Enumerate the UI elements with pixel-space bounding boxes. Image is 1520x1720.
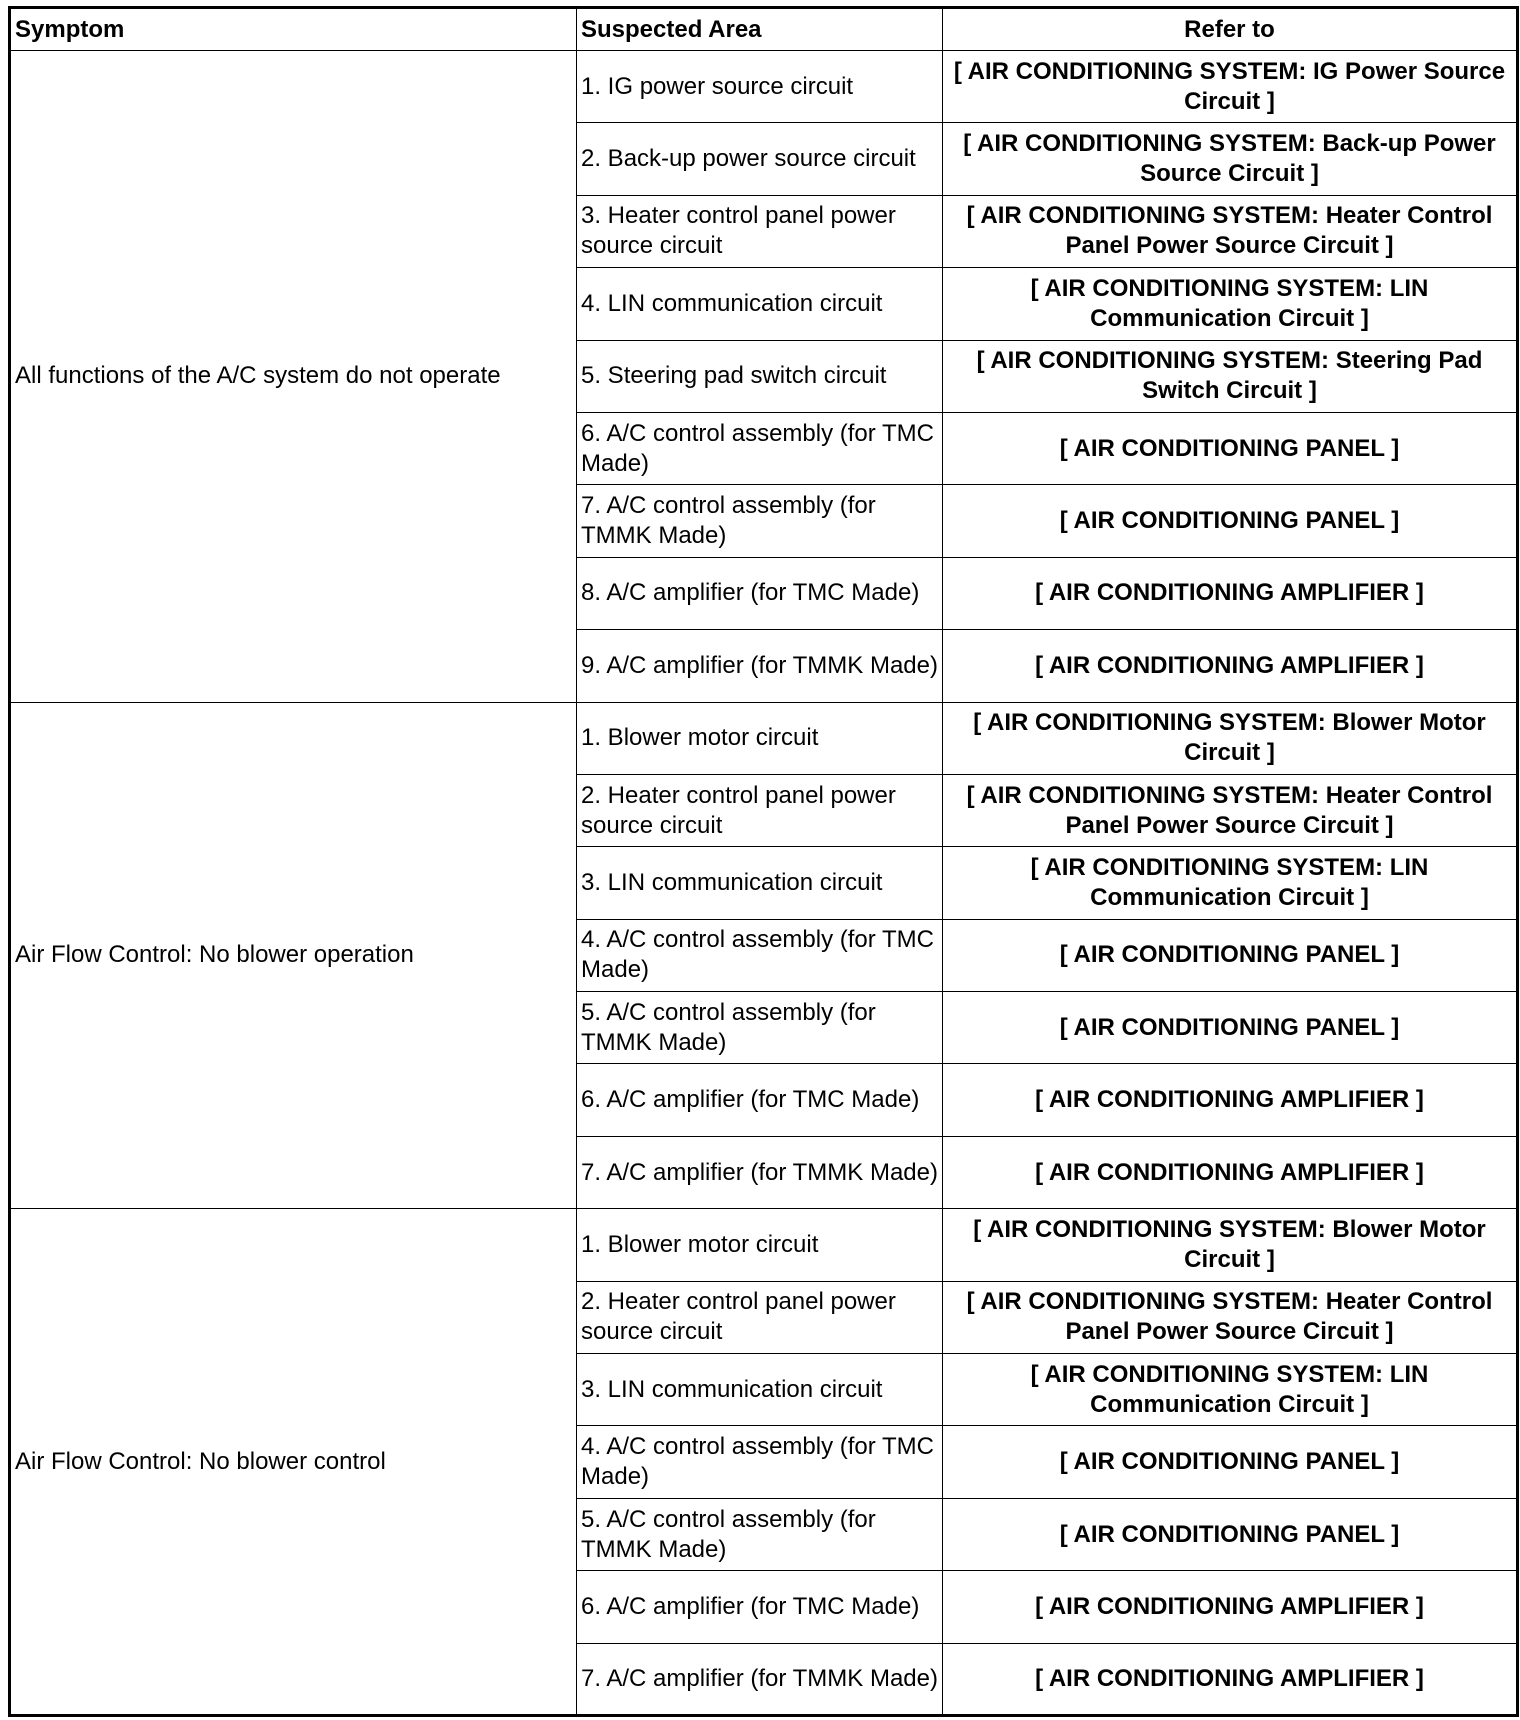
refer-to-link[interactable]: [ AIR CONDITIONING SYSTEM: Blower Motor Circuit ] [973, 709, 1486, 767]
symptom-cell: All functions of the A/C system do not operate [10, 51, 577, 703]
refer-to-cell [943, 412, 1518, 484]
suspected-area-cell: 6. A/C amplifier (for TMC Made) [577, 1571, 943, 1643]
refer-to-cell [943, 702, 1518, 774]
refer-to-cell [943, 51, 1518, 123]
refer-to-cell [943, 1064, 1518, 1136]
refer-to-link[interactable]: [ AIR CONDITIONING SYSTEM: Heater Control Panel Power Source Circuit ] [966, 202, 1493, 260]
header-refer-to: Refer to [943, 8, 1518, 51]
suspected-area-cell: 1. IG power source circuit [577, 51, 943, 123]
refer-to-cell [943, 1136, 1518, 1208]
suspected-area-cell: 2. Heater control panel power source circuit [577, 774, 943, 846]
refer-to-link[interactable]: [ AIR CONDITIONING AMPLIFIER ] [1035, 1086, 1424, 1114]
refer-to-link[interactable]: [ AIR CONDITIONING AMPLIFIER ] [1035, 1664, 1424, 1692]
refer-to-link[interactable]: [ AIR CONDITIONING SYSTEM: LIN Communication Circuit ] [1030, 1360, 1429, 1418]
refer-to-cell [943, 485, 1518, 557]
refer-to-link[interactable]: [ AIR CONDITIONING SYSTEM: Blower Motor Circuit ] [973, 1215, 1486, 1273]
diagnosis-sheet [8, 6, 1519, 1717]
suspected-area-cell: 5. Steering pad switch circuit [577, 340, 943, 412]
refer-to-link[interactable]: [ AIR CONDITIONING AMPLIFIER ] [1035, 1158, 1424, 1186]
table-body [10, 51, 1518, 1716]
refer-to-cell [943, 992, 1518, 1064]
suspected-area-cell: 2. Heater control panel power source circuit [577, 1281, 943, 1353]
refer-to-cell [943, 774, 1518, 846]
symptom-cell: Air Flow Control: No blower control [10, 1209, 577, 1716]
refer-to-cell [943, 847, 1518, 919]
refer-to-link[interactable]: [ AIR CONDITIONING PANEL ] [1059, 941, 1400, 969]
refer-to-cell [943, 1354, 1518, 1426]
refer-to-cell [943, 1281, 1518, 1353]
table-row [10, 51, 1518, 123]
header-symptom: Symptom [10, 8, 577, 51]
refer-to-cell [943, 1209, 1518, 1281]
suspected-area-cell: 7. A/C control assembly (for TMMK Made) [577, 485, 943, 557]
suspected-area-cell: 9. A/C amplifier (for TMMK Made) [577, 630, 943, 702]
suspected-area-cell: 6. A/C amplifier (for TMC Made) [577, 1064, 943, 1136]
refer-to-link[interactable]: [ AIR CONDITIONING SYSTEM: Steering Pad Switch Circuit ] [976, 347, 1483, 405]
header-row [10, 8, 1518, 51]
refer-to-cell [943, 1426, 1518, 1498]
refer-to-cell [943, 195, 1518, 267]
suspected-area-cell: 4. LIN communication circuit [577, 268, 943, 340]
refer-to-cell [943, 557, 1518, 629]
suspected-area-cell: 2. Back-up power source circuit [577, 123, 943, 195]
refer-to-link[interactable]: [ AIR CONDITIONING SYSTEM: Heater Control Panel Power Source Circuit ] [966, 781, 1493, 839]
refer-to-link[interactable]: [ AIR CONDITIONING SYSTEM: Back-up Power Source Circuit ] [963, 130, 1496, 188]
refer-to-cell [943, 630, 1518, 702]
table-row [10, 1209, 1518, 1281]
refer-to-link[interactable]: [ AIR CONDITIONING SYSTEM: LIN Communication Circuit ] [1030, 853, 1429, 911]
refer-to-cell [943, 1498, 1518, 1570]
suspected-area-cell: 3. LIN communication circuit [577, 1354, 943, 1426]
refer-to-cell [943, 123, 1518, 195]
suspected-area-cell: 5. A/C control assembly (for TMMK Made) [577, 1498, 943, 1570]
table-header [10, 8, 1518, 51]
suspected-area-cell: 8. A/C amplifier (for TMC Made) [577, 557, 943, 629]
suspected-area-cell: 3. LIN communication circuit [577, 847, 943, 919]
refer-to-link[interactable]: [ AIR CONDITIONING AMPLIFIER ] [1035, 579, 1424, 607]
refer-to-link[interactable]: [ AIR CONDITIONING PANEL ] [1059, 1520, 1400, 1548]
refer-to-link[interactable]: [ AIR CONDITIONING PANEL ] [1059, 1448, 1400, 1476]
suspected-area-cell: 1. Blower motor circuit [577, 1209, 943, 1281]
refer-to-cell [943, 340, 1518, 412]
suspected-area-cell: 7. A/C amplifier (for TMMK Made) [577, 1643, 943, 1715]
refer-to-link[interactable]: [ AIR CONDITIONING PANEL ] [1059, 507, 1400, 535]
refer-to-link[interactable]: [ AIR CONDITIONING SYSTEM: Heater Control Panel Power Source Circuit ] [966, 1288, 1493, 1346]
header-suspected-area: Suspected Area [577, 8, 943, 51]
table-row [10, 702, 1518, 774]
symptom-cell: Air Flow Control: No blower operation [10, 702, 577, 1209]
suspected-area-cell: 7. A/C amplifier (for TMMK Made) [577, 1136, 943, 1208]
suspected-area-cell: 6. A/C control assembly (for TMC Made) [577, 412, 943, 484]
suspected-area-cell: 4. A/C control assembly (for TMC Made) [577, 919, 943, 991]
suspected-area-cell: 4. A/C control assembly (for TMC Made) [577, 1426, 943, 1498]
suspected-area-cell: 3. Heater control panel power source circuit [577, 195, 943, 267]
refer-to-link[interactable]: [ AIR CONDITIONING PANEL ] [1059, 1013, 1400, 1041]
symptom-table [8, 6, 1519, 1717]
refer-to-cell [943, 268, 1518, 340]
refer-to-cell [943, 919, 1518, 991]
suspected-area-cell: 5. A/C control assembly (for TMMK Made) [577, 992, 943, 1064]
refer-to-cell [943, 1643, 1518, 1715]
refer-to-link[interactable]: [ AIR CONDITIONING AMPLIFIER ] [1035, 651, 1424, 679]
refer-to-link[interactable]: [ AIR CONDITIONING SYSTEM: IG Power Source Circuit ] [953, 57, 1506, 115]
refer-to-link[interactable]: [ AIR CONDITIONING SYSTEM: LIN Communication Circuit ] [1030, 274, 1429, 332]
suspected-area-cell: 1. Blower motor circuit [577, 702, 943, 774]
refer-to-link[interactable]: [ AIR CONDITIONING PANEL ] [1059, 434, 1400, 462]
refer-to-cell [943, 1571, 1518, 1643]
refer-to-link[interactable]: [ AIR CONDITIONING AMPLIFIER ] [1035, 1592, 1424, 1620]
